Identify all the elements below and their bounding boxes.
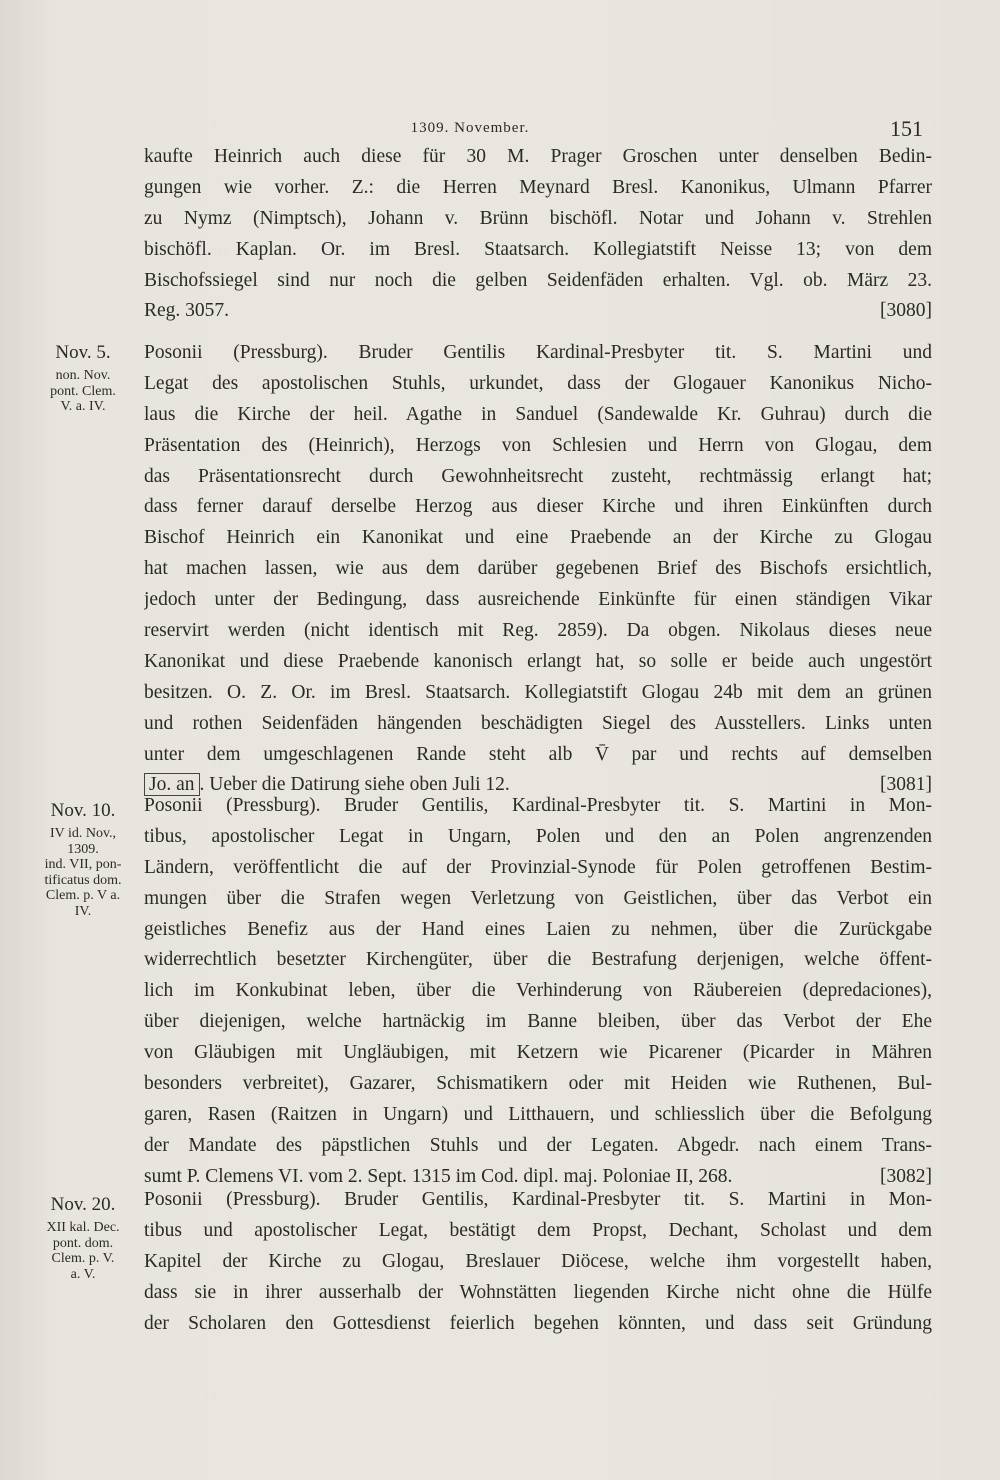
text-line: kaufte Heinrich auch diese für 30 M. Prager Groschen unter denselben Bedin-: [144, 146, 932, 167]
margin-date: Nov. 5.: [55, 342, 111, 363]
entry-3082: [144, 791, 932, 1193]
register-number: [3081]: [880, 774, 932, 796]
margin-note: IV id. Nov.,: [49, 826, 117, 841]
text-line: Posonii (Pressburg). Bruder Gentilis Kardinal-Presbyter tit. S. Martini und: [144, 342, 932, 363]
text-line: tibus und apostolischer Legat, bestätigt dem Propst, Dechant, Scholast und dem: [144, 1219, 932, 1241]
margin-note: XII kal. Dec.: [46, 1220, 120, 1235]
line-text: sumt P. Clemens VI. vom 2. Sept. 1315 im Cod. dipl. maj. Poloniae II, 268.: [144, 1165, 733, 1187]
text-line: Kanonikat und diese Praebende kanonisch erlangt hat, so solle er beide auch ungestört: [144, 650, 932, 672]
text-line: gungen wie vorher. Z.: die Herren Meynard Bresl. Kanonikus, Ulmann Pfarrer: [144, 176, 932, 198]
margin-note: a. V.: [70, 1266, 96, 1282]
margin-entry-3083: [30, 1190, 136, 1282]
margin-note: 1309.: [67, 841, 99, 857]
text-line: dass ferner darauf derselbe Herzog aus dieser Kirche und ihren Einkünften durch: [144, 496, 932, 518]
margin-note: non. Nov.: [55, 368, 111, 383]
text-line: [144, 296, 932, 327]
text-line: der Mandate des päpstlichen Stuhls und der Legaten. Abgedr. nach einem Trans-: [144, 1134, 932, 1156]
text-line: Bischofssiegel sind nur noch die gelben Seidenfäden erhalten. Vgl. ob. März 23.: [144, 269, 932, 291]
margin-note: pont. dom.: [52, 1235, 114, 1251]
text-line: Ländern, veröffentlicht die auf der Provinzial-Synode für Polen getroffenen Bestim-: [144, 856, 932, 878]
line-text-tail: . Ueber die Datirung siehe oben Juli 12.: [199, 774, 510, 796]
entry-3083: [144, 1185, 932, 1339]
margin-date: Nov. 10.: [50, 800, 116, 821]
text-line: Kapitel der Kirche zu Glogau, Breslauer Diöcese, welche ihm vorgestellt haben,: [144, 1250, 932, 1272]
text-line: dass sie in ihrer ausserhalb der Wohnstätten liegenden Kirche nicht ohne die Hülfe: [144, 1281, 932, 1303]
text-line: der Scholaren den Gottesdienst feierlich begehen könnten, und dass seit Gründung: [144, 1312, 932, 1334]
register-number: [3082]: [880, 1165, 932, 1187]
running-header: 1309. November.: [410, 120, 530, 136]
line-text: Reg. 3057.: [144, 300, 230, 322]
text-line: Posonii (Pressburg). Bruder Gentilis, Kardinal-Presbyter tit. S. Martini in Mon-: [144, 1189, 932, 1210]
text-line: tibus, apostolischer Legat in Ungarn, Polen und den an Polen angrenzenden: [144, 825, 932, 847]
margin-note: IV.: [74, 903, 92, 919]
text-line: geistliches Benefiz aus der Hand eines Laien zu nehmen, über die Zurückgabe: [144, 918, 932, 940]
text-line: widerrechtlich besetzter Kirchengüter, über die Bestrafung derjenigen, welche öffent-: [144, 949, 932, 971]
text-line: unter dem umgeschlagenen Rande steht alb V̄ par und rechts auf demselben: [144, 743, 932, 765]
text-line: über diejenigen, welche hartnäckig im Banne bleiben, über das Verbot der Ehe: [144, 1011, 932, 1033]
margin-note: Clem. p. V.: [51, 1251, 115, 1266]
boxed-annotation: Jo. an: [144, 773, 200, 796]
margin-note: tificatus dom.: [44, 872, 122, 888]
text-line: Posonii (Pressburg). Bruder Gentilis, Kardinal-Presbyter tit. S. Martini in Mon-: [144, 795, 932, 816]
text-line: Legat des apostolischen Stuhls, urkundet, dass der Glogauer Kanonikus Nicho-: [144, 372, 932, 394]
text-line: besitzen. O. Z. Or. im Bresl. Staatsarch. Kollegiatstift Glogau 24b mit dem an grünen: [144, 681, 932, 703]
margin-date: Nov. 20.: [50, 1194, 116, 1215]
margin-entry-3082: [30, 796, 136, 919]
margin-note: pont. Clem.: [50, 383, 116, 399]
text-line: mungen über die Strafen wegen Verletzung von Geistlichen, über das Verbot ein: [144, 887, 932, 909]
text-line: zu Nymz (Nimptsch), Johann v. Brünn bischöfl. Notar und Johann v. Strehlen: [144, 207, 932, 229]
text-line: bischöfl. Kaplan. Or. im Bresl. Staatsarch. Kollegiatstift Neisse 13; von dem: [144, 238, 932, 260]
text-line: von Gläubigen mit Ungläubigen, mit Ketzern wie Picarener (Picarder in Mähren: [144, 1042, 932, 1064]
text-line: und rothen Seidenfäden hängenden beschädigten Siegel des Ausstellers. Links unten: [144, 712, 932, 734]
margin-entry-3081: [30, 338, 136, 415]
text-line: besonders verbreitet), Gazarer, Schismatikern oder mit Heiden wie Ruthenen, Bul-: [144, 1073, 932, 1095]
margin-note: Clem. p. V a.: [45, 888, 121, 903]
text-line: hat machen lassen, wie aus dem darüber gegebenen Brief des Bischofs ersichtlich,: [144, 558, 932, 580]
text-line: jedoch unter der Bedingung, dass ausreichende Einkünfte für einen ständigen Vikar: [144, 589, 932, 611]
margin-note: ind. VII, pon-: [44, 857, 122, 872]
text-line: das Präsentationsrecht durch Gewohnheitsrecht zusteht, rechtmässig erlangt hat;: [144, 465, 932, 487]
text-line: laus die Kirche der heil. Agathe in Sanduel (Sandewalde Kr. Guhrau) durch die: [144, 403, 932, 425]
register-number: [3080]: [880, 300, 932, 322]
text-line: reservirt werden (nicht identisch mit Reg. 2859). Da obgen. Nikolaus dieses neue: [144, 620, 932, 642]
text-line: Bischof Heinrich ein Kanonikat und eine Praebende an der Kirche zu Glogau: [144, 527, 932, 549]
text-line: lich im Konkubinat leben, über die Verhinderung von Räubereien (depredaciones),: [144, 980, 932, 1002]
entry-3080: [144, 142, 932, 327]
entry-3081: [144, 338, 932, 801]
margin-note: V. a. IV.: [60, 399, 106, 414]
text-line: garen, Rasen (Raitzen in Ungarn) und Litthauern, und schliesslich über die Befolgung: [144, 1103, 932, 1125]
page-number: 151: [890, 116, 923, 141]
text-line: Präsentation des (Heinrich), Herzogs von Schlesien und Herrn von Glogau, dem: [144, 434, 932, 456]
